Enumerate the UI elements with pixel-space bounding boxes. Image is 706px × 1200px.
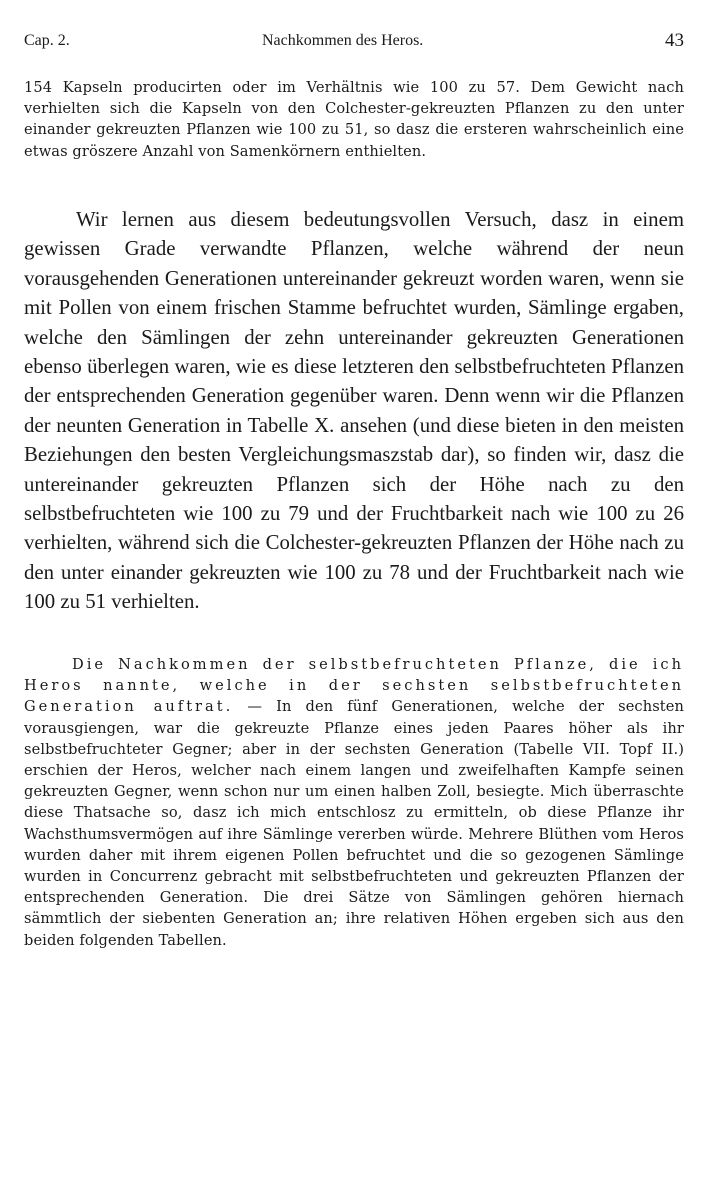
paragraph-main: Wir lernen aus diesem bedeutungsvollen Versuch, dasz in einem gewissen Grade verwandte Pflanzen, welche während der neun vorausgehenden Generationen untereinander gekreuzt worden waren, wenn sie mit Pollen von einem frischen Stamme befruchtet wurden, Sämlinge ergaben, welche den Sämlingen der zehn untereinander gekreuzten Generationen ebenso überlegen waren, wie es diese letzteren den selbstbefruchteten Pflanzen der entsprechenden Generation gegenüber waren. Denn wenn wir die Pflanzen der neunten Generation in Tabelle X. ansehen (und diese bieten in den meisten Beziehungen den besten Vergleichungsmaszstab dar), so finden wir, dasz die untereinander gekreuzten Pflanzen sich der Höhe nach zu den selbstbefruchteten wie 100 zu 79 und der Fruchtbarkeit nach wie 100 zu 26 verhielten, während sich die Colchester-gekreuzten Pflanzen der Höhe nach zu den unter einander gekreuzten wie 100 zu 78 und der Fruchtbarkeit nach wie 100 zu 51 verhielten. (24, 208, 684, 614)
running-head (24, 30, 684, 54)
running-title: Nachkommen des Heros. (262, 32, 424, 49)
paragraph-section (24, 654, 684, 951)
section-body: — In den fünf Generationen, welche der sechsten vorausgiengen, war die gekreuzte Pflanze eines jeden Paares höher als ihr selbstbefruchteter Gegner; aber in der sechsten Generation (Tabelle VII. Topf II.) erschien der Heros, welcher nach einem langen und zweifelhaften Kampfe seinen gekreuzten Gegner, wenn schon nur um einen halben Zoll, besiegte. Mich überraschte diese Thatsache so, dasz ich mich entschlosz zu ermitteln, ob diese Pflanze ihr Wachsthumsvermögen auf ihre Sämlinge vererben würde. Mehrere Blüthen vom Heros wurden daher mit ihrem eigenen Pollen befruchtet und die so gezogenen Sämlinge wurden in Concurrenz gebracht mit selbstbefruchteten und gekreuzten Pflanzen der entsprechenden Generation. Die drei Sätze von Sämlingen gehören hiernach sämmtlich der siebenten Generation an; ihre relativen Höhen ergeben sich aus den beiden folgenden Tabellen. (24, 698, 684, 949)
chapter-label: Cap. 2. (24, 32, 70, 49)
paragraph-continued: 154 Kapseln producirten oder im Verhältnis wie 100 zu 57. Dem Gewicht nach verhielten sich die Kapseln von den Colchester-gekreuzten Pflanzen zu den unter einander gekreuzten Pflanzen wie 100 zu 51, so dasz die ersteren wahrscheinlich eine etwas gröszere Anzahl von Samenkörnern enthielten. (24, 79, 684, 160)
page-number: 43 (665, 30, 684, 51)
section-heading: Die Nachkommen der selbstbefruchteten Pflanze, die ich Heros nannte, welche in der sechsten selbstbefruchteten Generation auftrat. (24, 656, 684, 716)
